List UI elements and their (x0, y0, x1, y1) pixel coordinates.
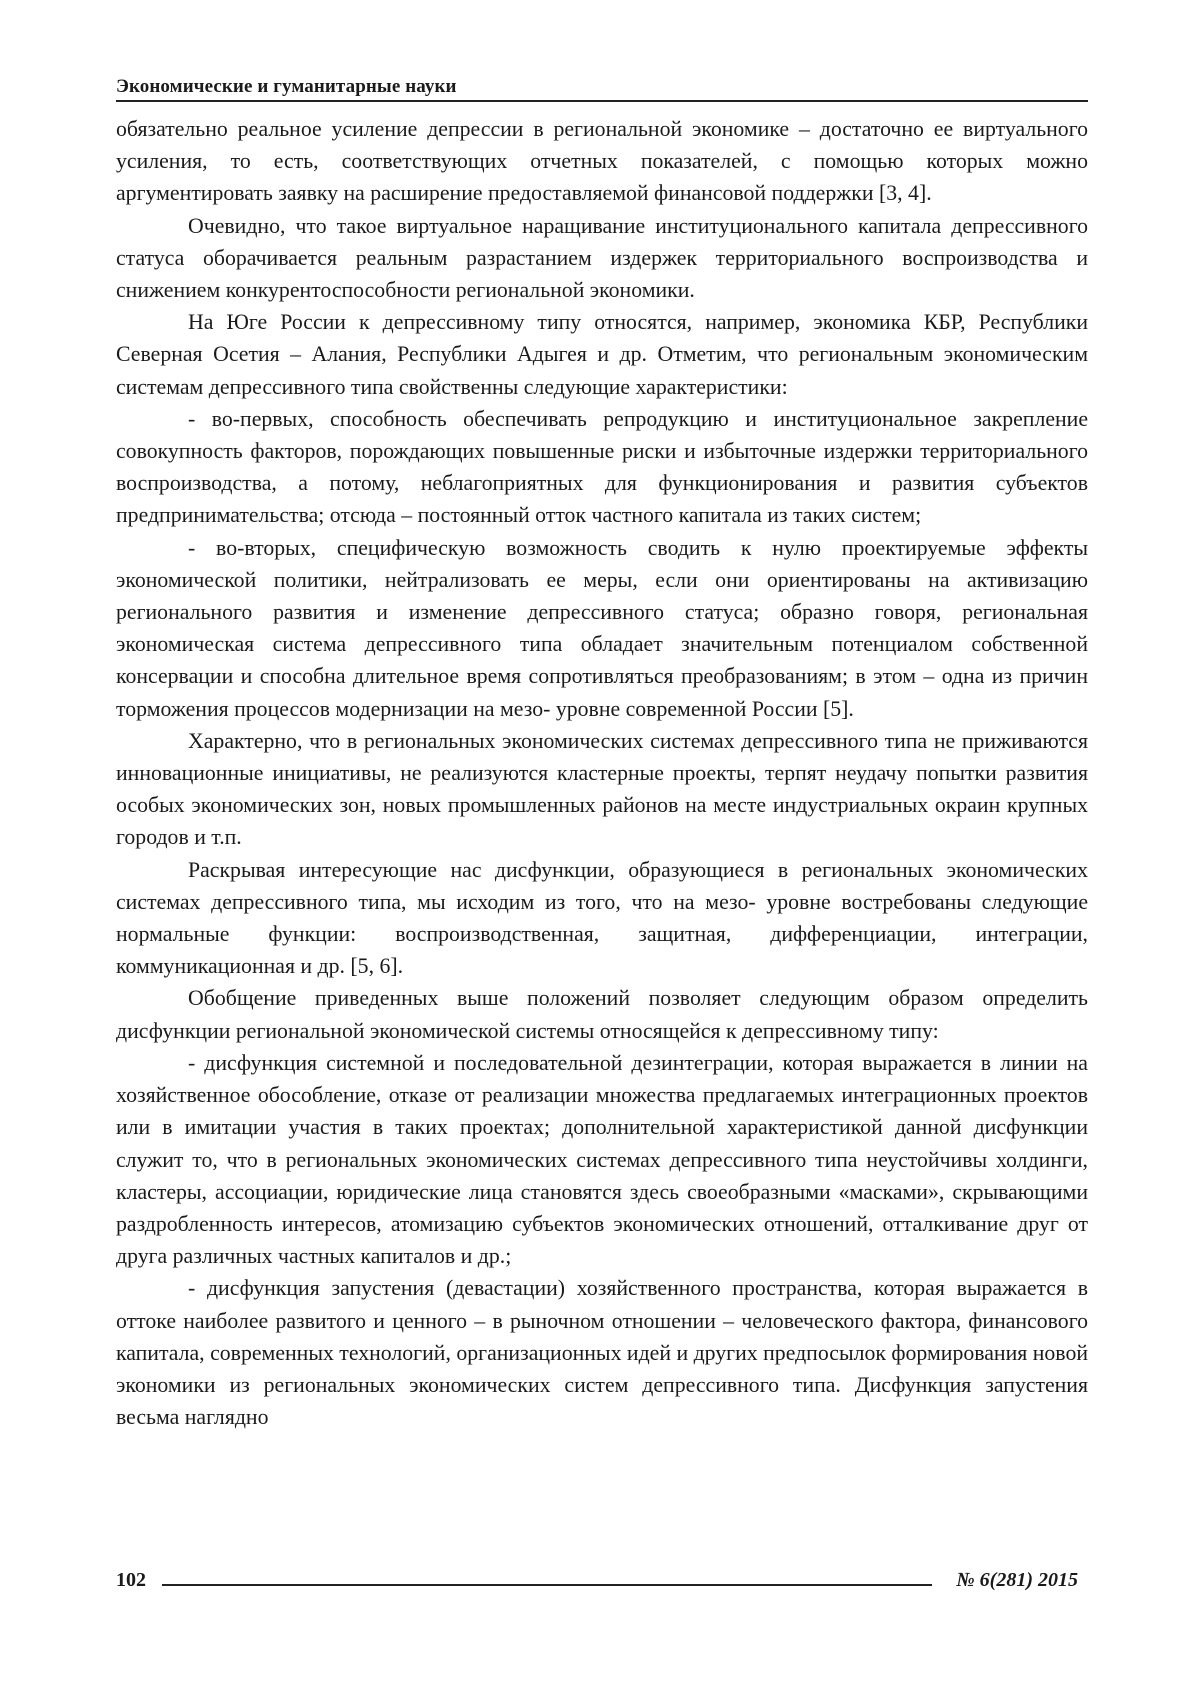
paragraph: Очевидно, что такое виртуальное наращивание институционального капитала депрессивного статуса оборачивается реальным разрастанием издержек территориального воспроизводства и снижением конкурентоспособности региональной экономики. (116, 210, 1088, 307)
paragraph: На Юге России к депрессивному типу относятся, например, экономика КБР, Республики Северная Осетия – Алания, Республики Адыгея и др. Отметим, что региональным экономическим системам депрессивного типа свойственны следующие характеристики: (116, 306, 1088, 403)
paragraph: Обобщение приведенных выше положений позволяет следующим образом определить дисфункции региональной экономической системы относящейся к депрессивному типу: (116, 982, 1088, 1046)
page-footer (116, 1567, 1088, 1599)
journal-title: Экономические и гуманитарные науки (116, 76, 457, 98)
paragraph: Характерно, что в региональных экономических системах депрессивного типа не приживаются инновационные инициативы, не реализуются кластерные проекты, терпят неудачу попытки развития особых экономических зон, новых промышленных районов на месте индустриальных окраин крупных городов и т.п. (116, 725, 1088, 854)
paragraph: Раскрывая интересующие нас дисфункции, образующиеся в региональных экономических системах депрессивного типа, мы исходим из того, что на мезо- уровне востребованы следующие нормальные функции: воспроизводственная, защитная, дифференциации, интеграции, коммуникационная и др. [5, 6]. (116, 854, 1088, 983)
running-header (116, 72, 1088, 102)
page-number: 102 (116, 1569, 146, 1592)
issue-number: № 6(281) 2015 (956, 1569, 1078, 1592)
article-body (116, 113, 1088, 1433)
list-item: - во-первых, способность обеспечивать репродукцию и институциональное закрепление совокупность факторов, порождающих повышенные риски и избыточные издержки территориального воспроизводства, а потому, неблагоприятных для функционирования и развития субъектов предпринимательства; отсюда – постоянный отток частного капитала из таких систем; (116, 403, 1088, 532)
paragraph: обязательно реальное усиление депрессии в региональной экономике – достаточно ее виртуального усиления, то есть, соответствующих отчетных показателей, с помощью которых можно аргументировать заявку на расширение предоставляемой финансовой поддержки [3, 4]. (116, 113, 1088, 210)
list-item: - дисфункция запустения (девастации) хозяйственного пространства, которая выражается в оттоке наиболее развитого и ценного – в рыночном отношении – человеческого фактора, финансового капитала, современных технологий, организационных идей и других предпосылок формирования новой экономики из региональных экономических систем депрессивного типа. Дисфункция запустения весьма наглядно (116, 1272, 1088, 1433)
list-item: - дисфункция системной и последовательной дезинтеграции, которая выражается в линии на хозяйственное обособление, отказе от реализации множества предлагаемых интеграционных проектов или в имитации участия в таких проектах; дополнительной характеристикой данной дисфункции служит то, что в региональных экономических системах депрессивного типа неустойчивы холдинги, кластеры, ассоциации, юридические лица становятся здесь своеобразными «масками», скрывающими раздробленность интересов, атомизацию субъектов экономических отношений, отталкивание друг от друга различных частных капиталов и др.; (116, 1047, 1088, 1272)
list-item: - во-вторых, специфическую возможность сводить к нулю проектируемые эффекты экономической политики, нейтрализовать ее меры, если они ориентированы на активизацию регионального развития и изменение депрессивного статуса; образно говоря, региональная экономическая система депрессивного типа обладает значительным потенциалом собственной консервации и способна длительное время сопротивляться преобразованиям; в этом – одна из причин торможения процессов модернизации на мезо- уровне современной России [5]. (116, 532, 1088, 725)
footer-divider (162, 1584, 932, 1586)
